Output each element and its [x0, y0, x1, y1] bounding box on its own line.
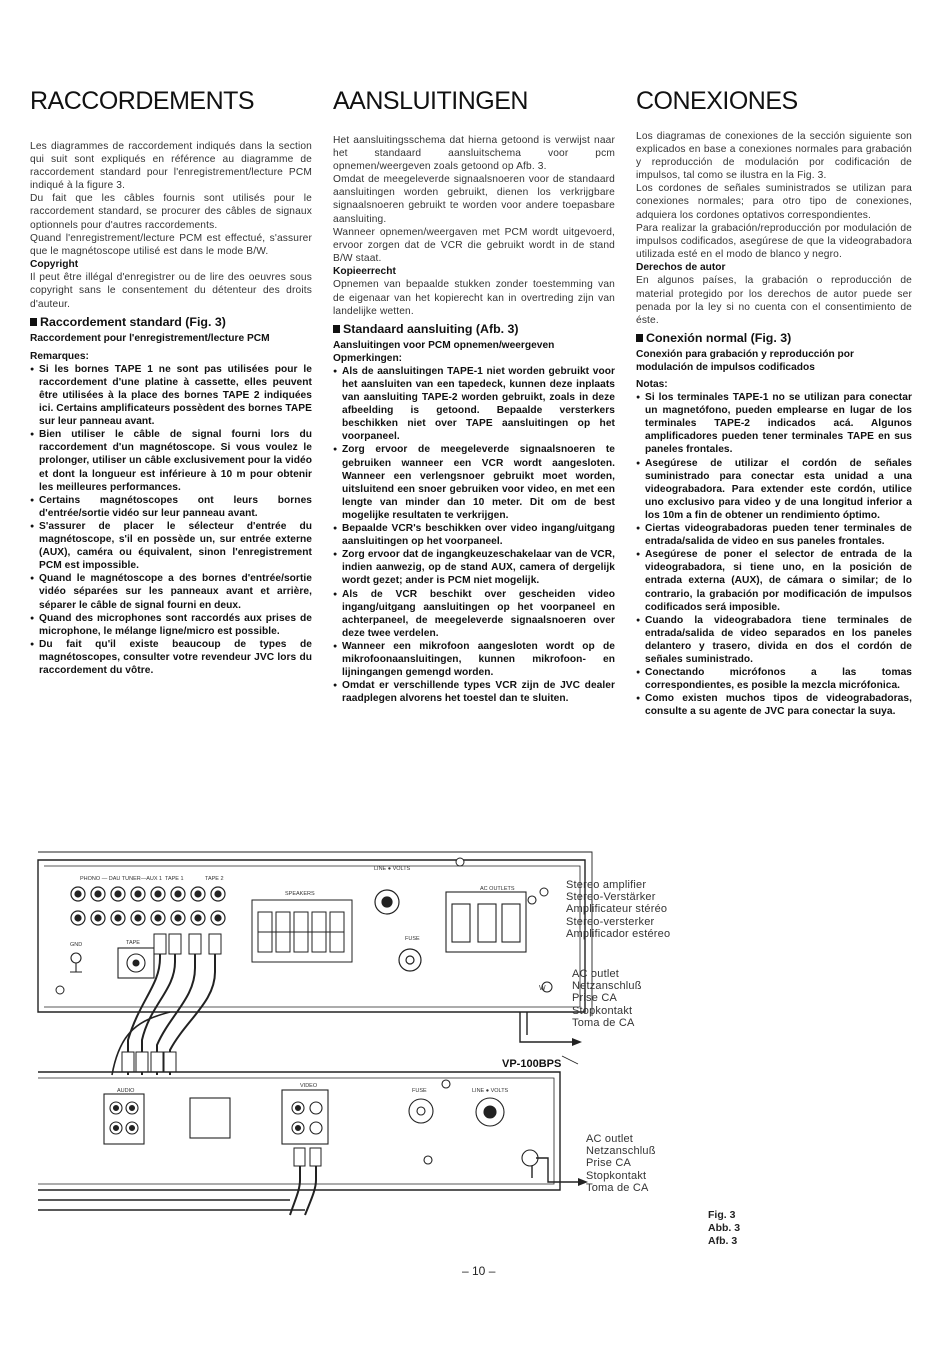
section-subtitle: Raccordement pour l'enregistrement/lecture PCM [30, 332, 270, 344]
section-title: Conexión normal (Fig. 3) [636, 330, 912, 346]
amp-line-volts-label: LINE ● VOLTS [374, 866, 411, 872]
notes-title: Notas: [636, 379, 668, 390]
list-item: ● Wanneer een mikrofoon aangesloten wordt op de mikrofoonaansluitingen, kunnen mikrofoon- en lijningangen gemengd worden. [333, 640, 615, 679]
heading-raccordements: RACCORDEMENTS [30, 87, 255, 115]
copyright-text: Il peut être illégal d'enregistrer ou de lire des oeuvres sous copyright sans le consentement du détenteur des droits d'auteur. [30, 272, 312, 310]
copyright-title: Derechos de autor [636, 261, 726, 273]
list-item: ● Quand des microphones sont raccordés aux prises de microphone, le mélange ligne/micro est possible. [30, 612, 312, 638]
callout-letter: W [539, 985, 546, 992]
list-item: ● Als de VCR beschikt over gescheiden video ingang/uitgang aansluitingen op het voorpaneel en achterpaneel, de meegeleverde signaalsnoeren over deze twee verdelen. [333, 588, 615, 640]
voltage-selector [375, 890, 421, 971]
intro-paragraph: Omdat de meegeleverde signaalsnoeren voor de standaard aansluitingen worden gebruikt, dienen los verkrijgbare signaalsnoeren gebruikt te worden voor andere toepasbare aansluiting. [333, 174, 615, 225]
list-item: ● Quand le magnétoscope a des bornes d'entrée/sortie vidéo séparées sur les panneaux avant et arrière, séparer le câble de signal fourni en deux. [30, 572, 312, 611]
copyright-title: Copyright [30, 258, 79, 270]
intro-paragraph: Los cordones de señales suministrados se utilizan para conexiones normales; para otro tipo de conexiones, adquiera los cordones optativos correspondientes. [636, 183, 912, 221]
connection-diagram [0, 840, 950, 1220]
pcm-fuse-label: FUSE [412, 1088, 427, 1094]
section-title: Standaard aansluiting (Afb. 3) [333, 321, 615, 337]
list-item: ● Ciertas videograbadoras pueden tener terminales de entrada/salida de video en sus paneles frontales. [636, 522, 912, 548]
list-item: ● S'assurer de placer le sélecteur d'entrée du magnétoscope, s'il en possède un, sur entrée externe (AUX), caméra ou équivalent, sinon l'enregistrement PCM est impossible. [30, 520, 312, 572]
amp-input-jacks [71, 887, 225, 925]
section-subtitle: Aansluitingen voor PCM opnemen/weergeven [333, 339, 555, 351]
list-item: ● Cuando la videograbadora tiene terminales de entrada/salida de video separados en los paneles delantero y trasero, divida en dos el cordón de señales suministrado. [636, 614, 912, 666]
amp-tape1-label: TAPE 1 [165, 876, 184, 882]
notes-list [30, 363, 312, 677]
amp-tape2-label: TAPE 2 [205, 876, 224, 882]
copyright-text: En algunos países, la grabación o reproducción de material protegido por los derechos de autor puede ser penada por la ley si no cuenta con el consentimiento de éste. [636, 275, 912, 326]
amp-phono-label: PHONO — DAU TUNER—AUX 1 [80, 876, 163, 882]
notes-list [333, 365, 615, 705]
intro-paragraph: Quand l'enregistrement/lecture PCM est effectué, s'assurer que le magnétoscope utilisé est dans le mode B/W. [30, 232, 312, 257]
intro-paragraph: Les diagrammes de raccordement indiqués dans la section qui suit sont expliqués en référence au diagramme de raccordement standard pour l'enregistrement/lecture PCM indiqué à la figure 3. [30, 141, 312, 192]
section-title: Raccordement standard (Fig. 3) [30, 314, 312, 330]
amp-ac-outlets [446, 892, 536, 952]
copyright-title: Kopieerrecht [333, 265, 396, 277]
list-item: ● Du fait qu'il existe beaucoup de types de magnétoscopes, consulter votre revendeur JVC lors du raccordement du vôtre. [30, 638, 312, 677]
gnd-terminal [70, 948, 154, 978]
intro-paragraph: Wanneer opnemen/weergaven met PCM wordt uitgevoerd, ervoor zorgen dat de VCR die gebruikt wordt in de stand B/W staat. [333, 226, 615, 264]
list-item: ● Conectando micrófonos a las tomas correspondientes, es posible la mezcla micrófonica. [636, 666, 912, 692]
list-item: ● Bien utiliser le câble de signal fourni lors du raccordement d'un magnétoscope. Si vous voulez le prolonger, utiliser un câble exclusivement pour la vidéo et dont la longueur est inférieure à 10 m pour obtenir les meilleures performances. [30, 428, 312, 493]
column-spanish [636, 82, 912, 718]
model-label: VP-100BPS [502, 1058, 562, 1070]
list-item: ● Asegúrese de utilizar el cordón de señales suministrado para conectar esta unidad a una videograbadora. Para extender este cordón, utilice uno exclusivo para video y de una longitud inferior a los 10m a fin de obtener un rendimiento óptimo. [636, 457, 912, 522]
list-item: ● Asegúrese de poner el selector de entrada de la videograbadora, si tiene uno, en la posición de entrada externa (AUX), de cámara o similar; de lo contrario, la grabación por modificación de impulsos codificados será imposible. [636, 548, 912, 613]
callout-line [562, 1056, 578, 1064]
page-number: – 10 – [462, 1264, 496, 1278]
intro-paragraph: Du fait que les câbles fournis sont utilisés pour le raccordement standard, se procurer des câbles de signaux optionnels pour d'autres raccordements. [30, 193, 312, 231]
square-bullet-icon [636, 334, 643, 342]
square-bullet-icon [30, 318, 37, 326]
intro-paragraph: Het aansluitingsschema dat hierna getoond is verwijst naar het standaard aansluitschema voor pcm opnemen/weergeven zoals getoond op Afb. 3. [333, 135, 615, 173]
list-item: ● Si los terminales TAPE-1 no se utilizan para conectar un magnetófono, pueden emplearse en lugar de los terminales TAPE-2 indicados acá. Algunos amplificadores pueden tener terminales TAPE en sus paneles frontales. [636, 391, 912, 456]
ac-outlet-label-bottom: AC outlet Netzanschluß Prise CA Stopkontakt Toma de CA [586, 1133, 656, 1194]
arrow-icon [572, 1038, 582, 1046]
ac-outlet-label-top: AC outlet Netzanschluß Prise CA Stopkontakt Toma de CA [572, 968, 642, 1029]
list-item: ● Certains magnétoscopes ont leurs bornes d'entrée/sortie vidéo sur leur panneau avant. [30, 494, 312, 520]
list-item: ● Bepaalde VCR's beschikken over video ingang/uitgang aansluitingen op het voorpaneel. [333, 522, 615, 548]
intro-paragraph: Los diagramas de conexiones de la sección siguiente son explicados en base a conexiones normales para grabación y reproducción de modulación por codificación de impulsos, tal como se ilustra en la Fig. 3. [636, 131, 912, 182]
square-bullet-icon [333, 325, 340, 333]
pcm-power-cord [532, 1158, 578, 1182]
stereo-amplifier-label: Stereo amplifier Stereo-Verstärker Amplificateur stéréo Stereo-versterker Amplificador estéreo [566, 879, 671, 940]
speaker-terminals [252, 900, 352, 962]
section-subtitle: Conexión para grabación y reproducción por modulación de impulsos codificados [636, 348, 854, 373]
list-item: ● Omdat er verschillende types VCR zijn de JVC dealer raadplegen alvorens het toestel dan te sluiten. [333, 679, 615, 705]
intro-paragraph: Para realizar la grabación/reproducción por modulación de impulsos codificados, asegúrese de que la videograbadora utilizada esté en el modo de blanco y negro. [636, 222, 912, 260]
column-french [30, 82, 312, 677]
copyright-text: Opnemen van bepaalde stukken zonder toestemming van de eigenaar van het kopierecht kan in overtreding zijn van landelijke wetten. [333, 279, 615, 317]
amp-fuse-label: FUSE [405, 936, 420, 942]
notes-list [636, 391, 912, 718]
list-item: ● Zorg ervoor de meegeleverde signaalsnoeren te gebruiken wanneer een VCR wordt aangesloten. Wanneer een verlengsnoer gebruikt moet worden, uitsluitend een snoer gebruiken voor video, en met een lengte van minder dan 10 meter. Dit om de best mogelijke resultaten te verkrijgen. [333, 443, 615, 522]
pcm-line-volts-label: LINE ● VOLTS [472, 1088, 509, 1094]
amp-power-cord [520, 1012, 572, 1042]
pcm-video-label: VIDEO [300, 1083, 318, 1089]
heading-conexiones: CONEXIONES [636, 87, 798, 115]
figure-caption: Fig. 3 Abb. 3 Afb. 3 [708, 1209, 741, 1247]
heading-aansluitingen: AANSLUITINGEN [333, 87, 528, 115]
notes-title: Opmerkingen: [333, 352, 403, 364]
notes-title: Remarques: [30, 350, 89, 362]
amp-tape-small-label: TAPE [126, 940, 140, 946]
list-item: ● Als de aansluitingen TAPE-1 niet worden gebruikt voor het aansluiten van een tapedeck, kunnen deze inplaats van aansluiting TAPE-2 worden gebruikt, zoals in deze afbeelding is getoond. Bepaalde versterkers beschikken niet over TAPE aansluitingen op het voorpaneel. [333, 365, 615, 444]
amp-speakers-label: SPEAKERS [285, 891, 315, 897]
list-item: ● Como existen muchos tipos de videograbadoras, consulte a su agente de JVC para conectar la suya. [636, 692, 912, 718]
pcm-audio-label: AUDIO [117, 1088, 135, 1094]
amp-gnd-label: GND [70, 942, 83, 948]
amp-ac-outlets-label: AC OUTLETS [480, 886, 515, 892]
column-dutch [333, 82, 615, 705]
list-item: ● Zorg ervoor dat de ingangkeuzeschakelaar van de VCR, indien aanwezig, op de stand AUX, camera of dergelijk wordt gezet; ander is PCM niet mogelijk. [333, 548, 615, 587]
list-item: ● Si les bornes TAPE 1 ne sont pas utilisées pour le raccordement d'une platine à cassette, elles peuvent être utilisées à la place des bornes TAPE 2 indiquées ici. Certains amplificateurs possèdent des bornes TAPE sur leur panneau avant. [30, 363, 312, 428]
